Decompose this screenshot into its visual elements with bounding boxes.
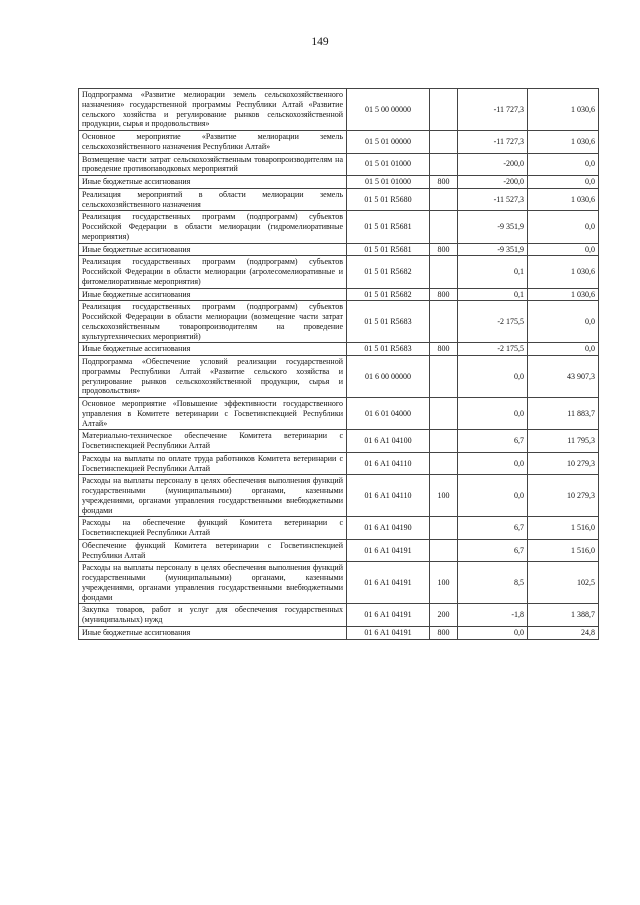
row-amount-change: 8,5 <box>458 562 528 604</box>
row-expense-type <box>430 89 458 131</box>
row-amount-total: 102,5 <box>528 562 599 604</box>
row-code: 01 6 A1 04191 <box>347 539 430 562</box>
row-code: 01 5 01 R5682 <box>347 256 430 288</box>
table-row <box>79 517 599 540</box>
row-expense-type <box>430 211 458 243</box>
table-row <box>79 452 599 475</box>
row-expense-type: 800 <box>430 176 458 189</box>
row-amount-total: 1 516,0 <box>528 539 599 562</box>
row-code: 01 6 A1 04190 <box>347 517 430 540</box>
row-name: Иные бюджетные ассигнования <box>79 626 347 639</box>
row-code: 01 6 A1 04191 <box>347 562 430 604</box>
table-row <box>79 256 599 288</box>
row-amount-change: 6,7 <box>458 430 528 453</box>
row-expense-type: 100 <box>430 475 458 517</box>
row-name: Возмещение части затрат сельскохозяйственным товаропроизводителям на проведение противопаводковых мероприятий <box>79 153 347 176</box>
table-row <box>79 176 599 189</box>
row-amount-total: 10 279,3 <box>528 452 599 475</box>
table-row <box>79 562 599 604</box>
row-amount-total: 1 516,0 <box>528 517 599 540</box>
table-row <box>79 288 599 301</box>
row-name: Основное мероприятие «Развитие мелиорации земель сельскохозяйственного назначения Республики Алтай» <box>79 131 347 154</box>
row-amount-total: 1 030,6 <box>528 89 599 131</box>
row-amount-change: 0,1 <box>458 256 528 288</box>
row-amount-total: 11 883,7 <box>528 398 599 430</box>
row-code: 01 6 A1 04100 <box>347 430 430 453</box>
table-row <box>79 604 599 627</box>
row-name: Иные бюджетные ассигнования <box>79 243 347 256</box>
row-code: 01 6 01 04000 <box>347 398 430 430</box>
row-code: 01 5 01 R5682 <box>347 288 430 301</box>
row-amount-change: -11 727,3 <box>458 131 528 154</box>
row-code: 01 6 A1 04110 <box>347 452 430 475</box>
row-name: Иные бюджетные ассигнования <box>79 343 347 356</box>
budget-table-body <box>79 89 599 640</box>
budget-table <box>78 88 599 640</box>
row-name: Обеспечение функций Комитета ветеринарии с Госветинспекцией Республики Алтай <box>79 539 347 562</box>
row-code: 01 5 01 00000 <box>347 131 430 154</box>
row-expense-type <box>430 131 458 154</box>
row-amount-total: 10 279,3 <box>528 475 599 517</box>
row-code: 01 6 A1 04191 <box>347 626 430 639</box>
row-amount-change: 0,0 <box>458 475 528 517</box>
row-code: 01 5 01 R5680 <box>347 188 430 211</box>
row-code: 01 5 01 R5683 <box>347 301 430 343</box>
table-row <box>79 475 599 517</box>
row-name: Реализация государственных программ (подпрограмм) субъектов Российской Федерации в области мелиорации (возмещение части затрат сельскохозяйственным товаропроизводителям на проведение культуртехнических мероприятий) <box>79 301 347 343</box>
table-row <box>79 153 599 176</box>
row-name: Реализация государственных программ (подпрограмм) субъектов Российской Федерации в области мелиорации (агролесомелиоративные и фитомелиоративные мероприятия) <box>79 256 347 288</box>
table-row <box>79 398 599 430</box>
table-row <box>79 131 599 154</box>
table-row <box>79 188 599 211</box>
row-amount-change: 6,7 <box>458 539 528 562</box>
row-amount-change: 6,7 <box>458 517 528 540</box>
row-amount-change: -9 351,9 <box>458 211 528 243</box>
row-name: Реализация мероприятий в области мелиорации земель сельскохозяйственного назначения <box>79 188 347 211</box>
row-expense-type: 800 <box>430 626 458 639</box>
row-amount-total: 1 030,6 <box>528 131 599 154</box>
row-expense-type <box>430 517 458 540</box>
page-number: 149 <box>311 36 329 48</box>
table-row <box>79 301 599 343</box>
row-name: Расходы на выплаты персоналу в целях обеспечения выполнения функций государственными (муниципальными) органами, казенными учреждениями, органами управления государственными внебюджетными фондами <box>79 475 347 517</box>
row-code: 01 6 00 00000 <box>347 356 430 398</box>
table-row <box>79 89 599 131</box>
row-code: 01 5 01 R5681 <box>347 243 430 256</box>
row-code: 01 6 A1 04191 <box>347 604 430 627</box>
row-amount-total: 11 795,3 <box>528 430 599 453</box>
row-amount-total: 0,0 <box>528 211 599 243</box>
row-name: Подпрограмма «Обеспечение условий реализации государственной программы Республики Алтай «Развитие сельского хозяйства и регулирование рынков сельскохозяйственной продукции, сырья и продовольствия» <box>79 356 347 398</box>
row-amount-change: -2 175,5 <box>458 343 528 356</box>
row-amount-total: 0,0 <box>528 343 599 356</box>
row-name: Расходы на выплаты по оплате труда работников Комитета ветеринарии с Госветинспекцией Республики Алтай <box>79 452 347 475</box>
row-code: 01 5 00 00000 <box>347 89 430 131</box>
row-expense-type <box>430 188 458 211</box>
row-amount-total: 0,0 <box>528 176 599 189</box>
row-expense-type <box>430 539 458 562</box>
row-amount-change: -11 727,3 <box>458 89 528 131</box>
row-name: Иные бюджетные ассигнования <box>79 288 347 301</box>
row-code: 01 5 01 01000 <box>347 176 430 189</box>
row-name: Закупка товаров, работ и услуг для обеспечения государственных (муниципальных) нужд <box>79 604 347 627</box>
row-amount-total: 1 030,6 <box>528 256 599 288</box>
table-row <box>79 356 599 398</box>
row-amount-total: 0,0 <box>528 243 599 256</box>
row-name: Подпрограмма «Развитие мелиорации земель сельскохозяйственного назначения» государственной программы Республики Алтай «Развитие сельского хозяйства и регулирование рынков сельскохозяйственной продукции, сырья и продовольствия» <box>79 89 347 131</box>
table-row <box>79 343 599 356</box>
row-expense-type <box>430 430 458 453</box>
table-row <box>79 211 599 243</box>
row-amount-change: -2 175,5 <box>458 301 528 343</box>
row-amount-change: 0,0 <box>458 356 528 398</box>
row-code: 01 5 01 01000 <box>347 153 430 176</box>
row-expense-type <box>430 356 458 398</box>
row-expense-type <box>430 301 458 343</box>
table-row <box>79 539 599 562</box>
row-amount-change: -9 351,9 <box>458 243 528 256</box>
row-expense-type <box>430 153 458 176</box>
row-code: 01 5 01 R5681 <box>347 211 430 243</box>
row-name: Расходы на выплаты персоналу в целях обеспечения выполнения функций государственными (муниципальными) органами, казенными учреждениями, органами управления государственными внебюджетными фондами <box>79 562 347 604</box>
row-amount-change: -11 527,3 <box>458 188 528 211</box>
row-amount-change: -200,0 <box>458 153 528 176</box>
row-expense-type <box>430 398 458 430</box>
row-amount-total: 43 907,3 <box>528 356 599 398</box>
table-row <box>79 430 599 453</box>
row-expense-type: 800 <box>430 343 458 356</box>
row-code: 01 5 01 R5683 <box>347 343 430 356</box>
row-amount-total: 0,0 <box>528 301 599 343</box>
row-amount-change: -1,8 <box>458 604 528 627</box>
table-row <box>79 243 599 256</box>
row-amount-change: -200,0 <box>458 176 528 189</box>
row-expense-type: 800 <box>430 288 458 301</box>
row-amount-change: 0,0 <box>458 452 528 475</box>
row-name: Иные бюджетные ассигнования <box>79 176 347 189</box>
table-row <box>79 626 599 639</box>
row-name: Основное мероприятие «Повышение эффективности государственного управления в Комитете ветеринарии с Госветинспекцией Республики Алтай» <box>79 398 347 430</box>
row-expense-type <box>430 452 458 475</box>
row-amount-total: 1 030,6 <box>528 188 599 211</box>
row-amount-total: 1 388,7 <box>528 604 599 627</box>
row-amount-change: 0,1 <box>458 288 528 301</box>
row-name: Реализация государственных программ (подпрограмм) субъектов Российской Федерации в области мелиорации (гидромелиоративные мероприятия) <box>79 211 347 243</box>
row-amount-total: 24,8 <box>528 626 599 639</box>
row-expense-type: 200 <box>430 604 458 627</box>
row-name: Расходы на обеспечение функций Комитета ветеринарии с Госветинспекцией Республики Алтай <box>79 517 347 540</box>
row-amount-total: 1 030,6 <box>528 288 599 301</box>
row-expense-type: 100 <box>430 562 458 604</box>
row-amount-change: 0,0 <box>458 626 528 639</box>
row-code: 01 6 A1 04110 <box>347 475 430 517</box>
row-name: Материально-техническое обеспечение Комитета ветеринарии с Госветинспекцией Республики Алтай <box>79 430 347 453</box>
row-expense-type <box>430 256 458 288</box>
row-amount-change: 0,0 <box>458 398 528 430</box>
row-expense-type: 800 <box>430 243 458 256</box>
row-amount-total: 0,0 <box>528 153 599 176</box>
